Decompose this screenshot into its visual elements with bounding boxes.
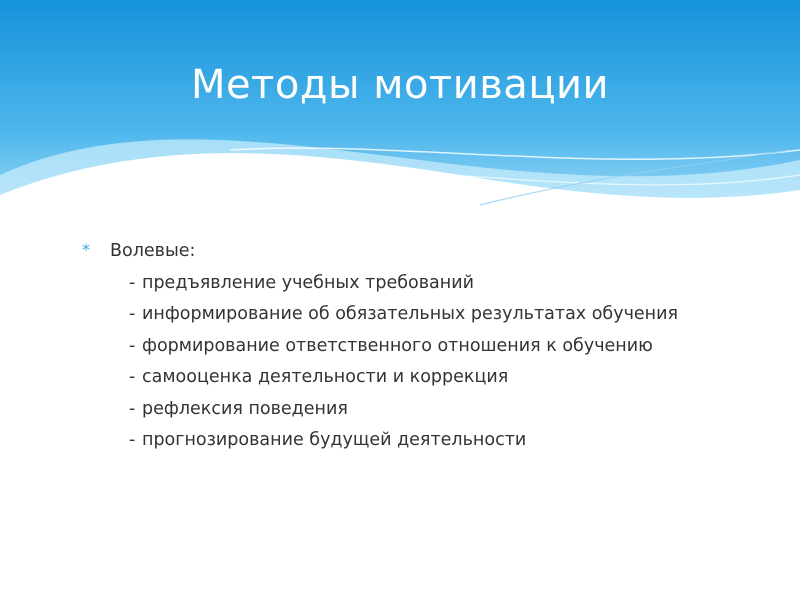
list-item bbox=[82, 394, 762, 426]
sub-list bbox=[82, 268, 762, 457]
bullet-label: Волевые: bbox=[110, 241, 196, 261]
list-item bbox=[82, 425, 762, 457]
dash-marker: - bbox=[129, 335, 136, 356]
dash-marker: - bbox=[129, 304, 136, 324]
list-item bbox=[82, 268, 762, 300]
list-item bbox=[82, 362, 762, 394]
bullet-item-volevye bbox=[82, 236, 762, 268]
slide-content bbox=[82, 236, 762, 457]
header-wave-background bbox=[0, 0, 800, 240]
asterisk-icon: * bbox=[82, 240, 90, 259]
dash-marker: - bbox=[129, 272, 136, 293]
slide-title: Методы мотивации bbox=[190, 62, 610, 108]
dash-marker: - bbox=[129, 430, 136, 450]
list-item-text: предъявление учебных требований bbox=[142, 272, 474, 293]
dash-marker: - bbox=[129, 398, 136, 419]
list-item-text: самооценка деятельности и коррекция bbox=[142, 367, 509, 387]
dash-marker: - bbox=[129, 367, 136, 387]
list-item-text: формирование ответственного отношения к обучению bbox=[142, 335, 653, 356]
list-item bbox=[82, 331, 762, 363]
list-item bbox=[82, 299, 762, 331]
list-item-text: рефлексия поведения bbox=[142, 398, 348, 419]
list-item-text: прогнозирование будущей деятельности bbox=[142, 430, 527, 450]
list-item-text: информирование об обязательных результатах обучения bbox=[142, 304, 679, 324]
